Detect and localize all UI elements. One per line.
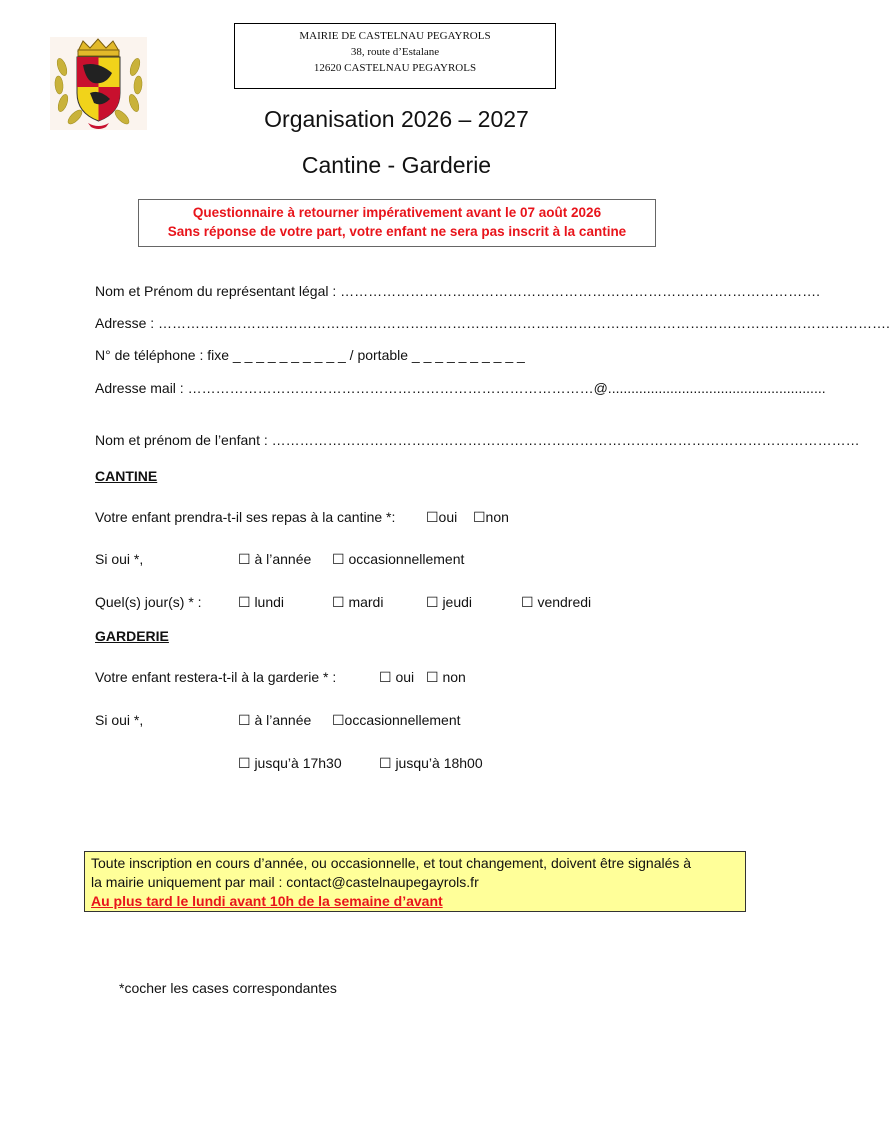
notice-deadline: Au plus tard le lundi avant 10h de la semaine d’avant <box>91 893 443 909</box>
deadline-line-2: Sans réponse de votre part, votre enfant ne sera pas inscrit à la cantine <box>167 224 627 239</box>
cantine-non-checkbox[interactable]: ☐non <box>473 509 509 525</box>
cantine-lundi-checkbox[interactable]: ☐ lundi <box>238 594 285 610</box>
cantine-oui-checkbox[interactable]: ☐oui <box>426 509 458 525</box>
representative-field[interactable]: Nom et Prénom du représentant légal : …………………………………………………………………………………………. <box>95 283 821 299</box>
deadline-warning-box <box>138 199 656 247</box>
mairie-name: MAIRIE DE CASTELNAU PEGAYROLS <box>299 30 491 42</box>
mairie-street: 38, route d’Estalane <box>350 46 440 58</box>
garderie-1730-checkbox[interactable]: ☐ jusqu’à 17h30 <box>238 755 342 771</box>
garderie-annee-checkbox[interactable]: ☐ à l’année <box>238 712 312 728</box>
cantine-si-oui-label: Si oui *, <box>95 551 144 567</box>
cantine-question: Votre enfant prendra-t-il ses repas à la cantine *: <box>95 509 396 525</box>
garderie-1800-checkbox[interactable]: ☐ jusqu’à 18h00 <box>379 755 483 771</box>
cantine-heading: CANTINE <box>95 468 158 484</box>
email-field[interactable]: Adresse mail : ……………………………………………………………………………@........................................................ <box>95 380 826 396</box>
garderie-non-checkbox[interactable]: ☐ non <box>426 669 466 685</box>
notice-line-1: Toute inscription en cours d’année, ou occasionnelle, et tout changement, doivent être signalés à <box>91 855 692 871</box>
page-title: Organisation 2026 – 2027 <box>264 106 529 132</box>
cantine-annee-checkbox[interactable]: ☐ à l’année <box>238 551 312 567</box>
deadline-line-1: Questionnaire à retourner impérativement avant le 07 août 2026 <box>192 205 602 220</box>
cantine-days-label: Quel(s) jour(s) * : <box>95 594 202 610</box>
garderie-heading: GARDERIE <box>95 628 169 644</box>
cantine-mardi-checkbox[interactable]: ☐ mardi <box>332 594 384 610</box>
phone-field[interactable]: N° de téléphone : fixe _ _ _ _ _ _ _ _ _ _ / portable _ _ _ _ _ _ _ _ _ _ <box>95 347 525 363</box>
mairie-address-box <box>234 23 556 89</box>
mairie-city: 12620 CASTELNAU PEGAYROLS <box>313 62 477 74</box>
garderie-oui-checkbox[interactable]: ☐ oui <box>379 669 415 685</box>
notice-line-2: la mairie uniquement par mail : contact@castelnaupegayrols.fr <box>91 874 479 890</box>
cantine-jeudi-checkbox[interactable]: ☐ jeudi <box>426 594 473 610</box>
garderie-si-oui-label: Si oui *, <box>95 712 144 728</box>
notice-box <box>84 851 746 912</box>
garderie-occasion-checkbox[interactable]: ☐occasionnellement <box>332 712 461 728</box>
cantine-vendredi-checkbox[interactable]: ☐ vendredi <box>521 594 592 610</box>
garderie-question: Votre enfant restera-t-il à la garderie * : <box>95 669 337 685</box>
child-name-field[interactable]: Nom et prénom de l’enfant : ……………………………………………………………………………………………………………… <box>95 432 860 448</box>
address-field[interactable]: Adresse : …………………………………………………………………………………………………………………………………………. <box>95 315 890 331</box>
footnote: *cocher les cases correspondantes <box>119 980 337 996</box>
page-subtitle: Cantine - Garderie <box>301 152 492 178</box>
cantine-occasion-checkbox[interactable]: ☐ occasionnellement <box>332 551 465 567</box>
